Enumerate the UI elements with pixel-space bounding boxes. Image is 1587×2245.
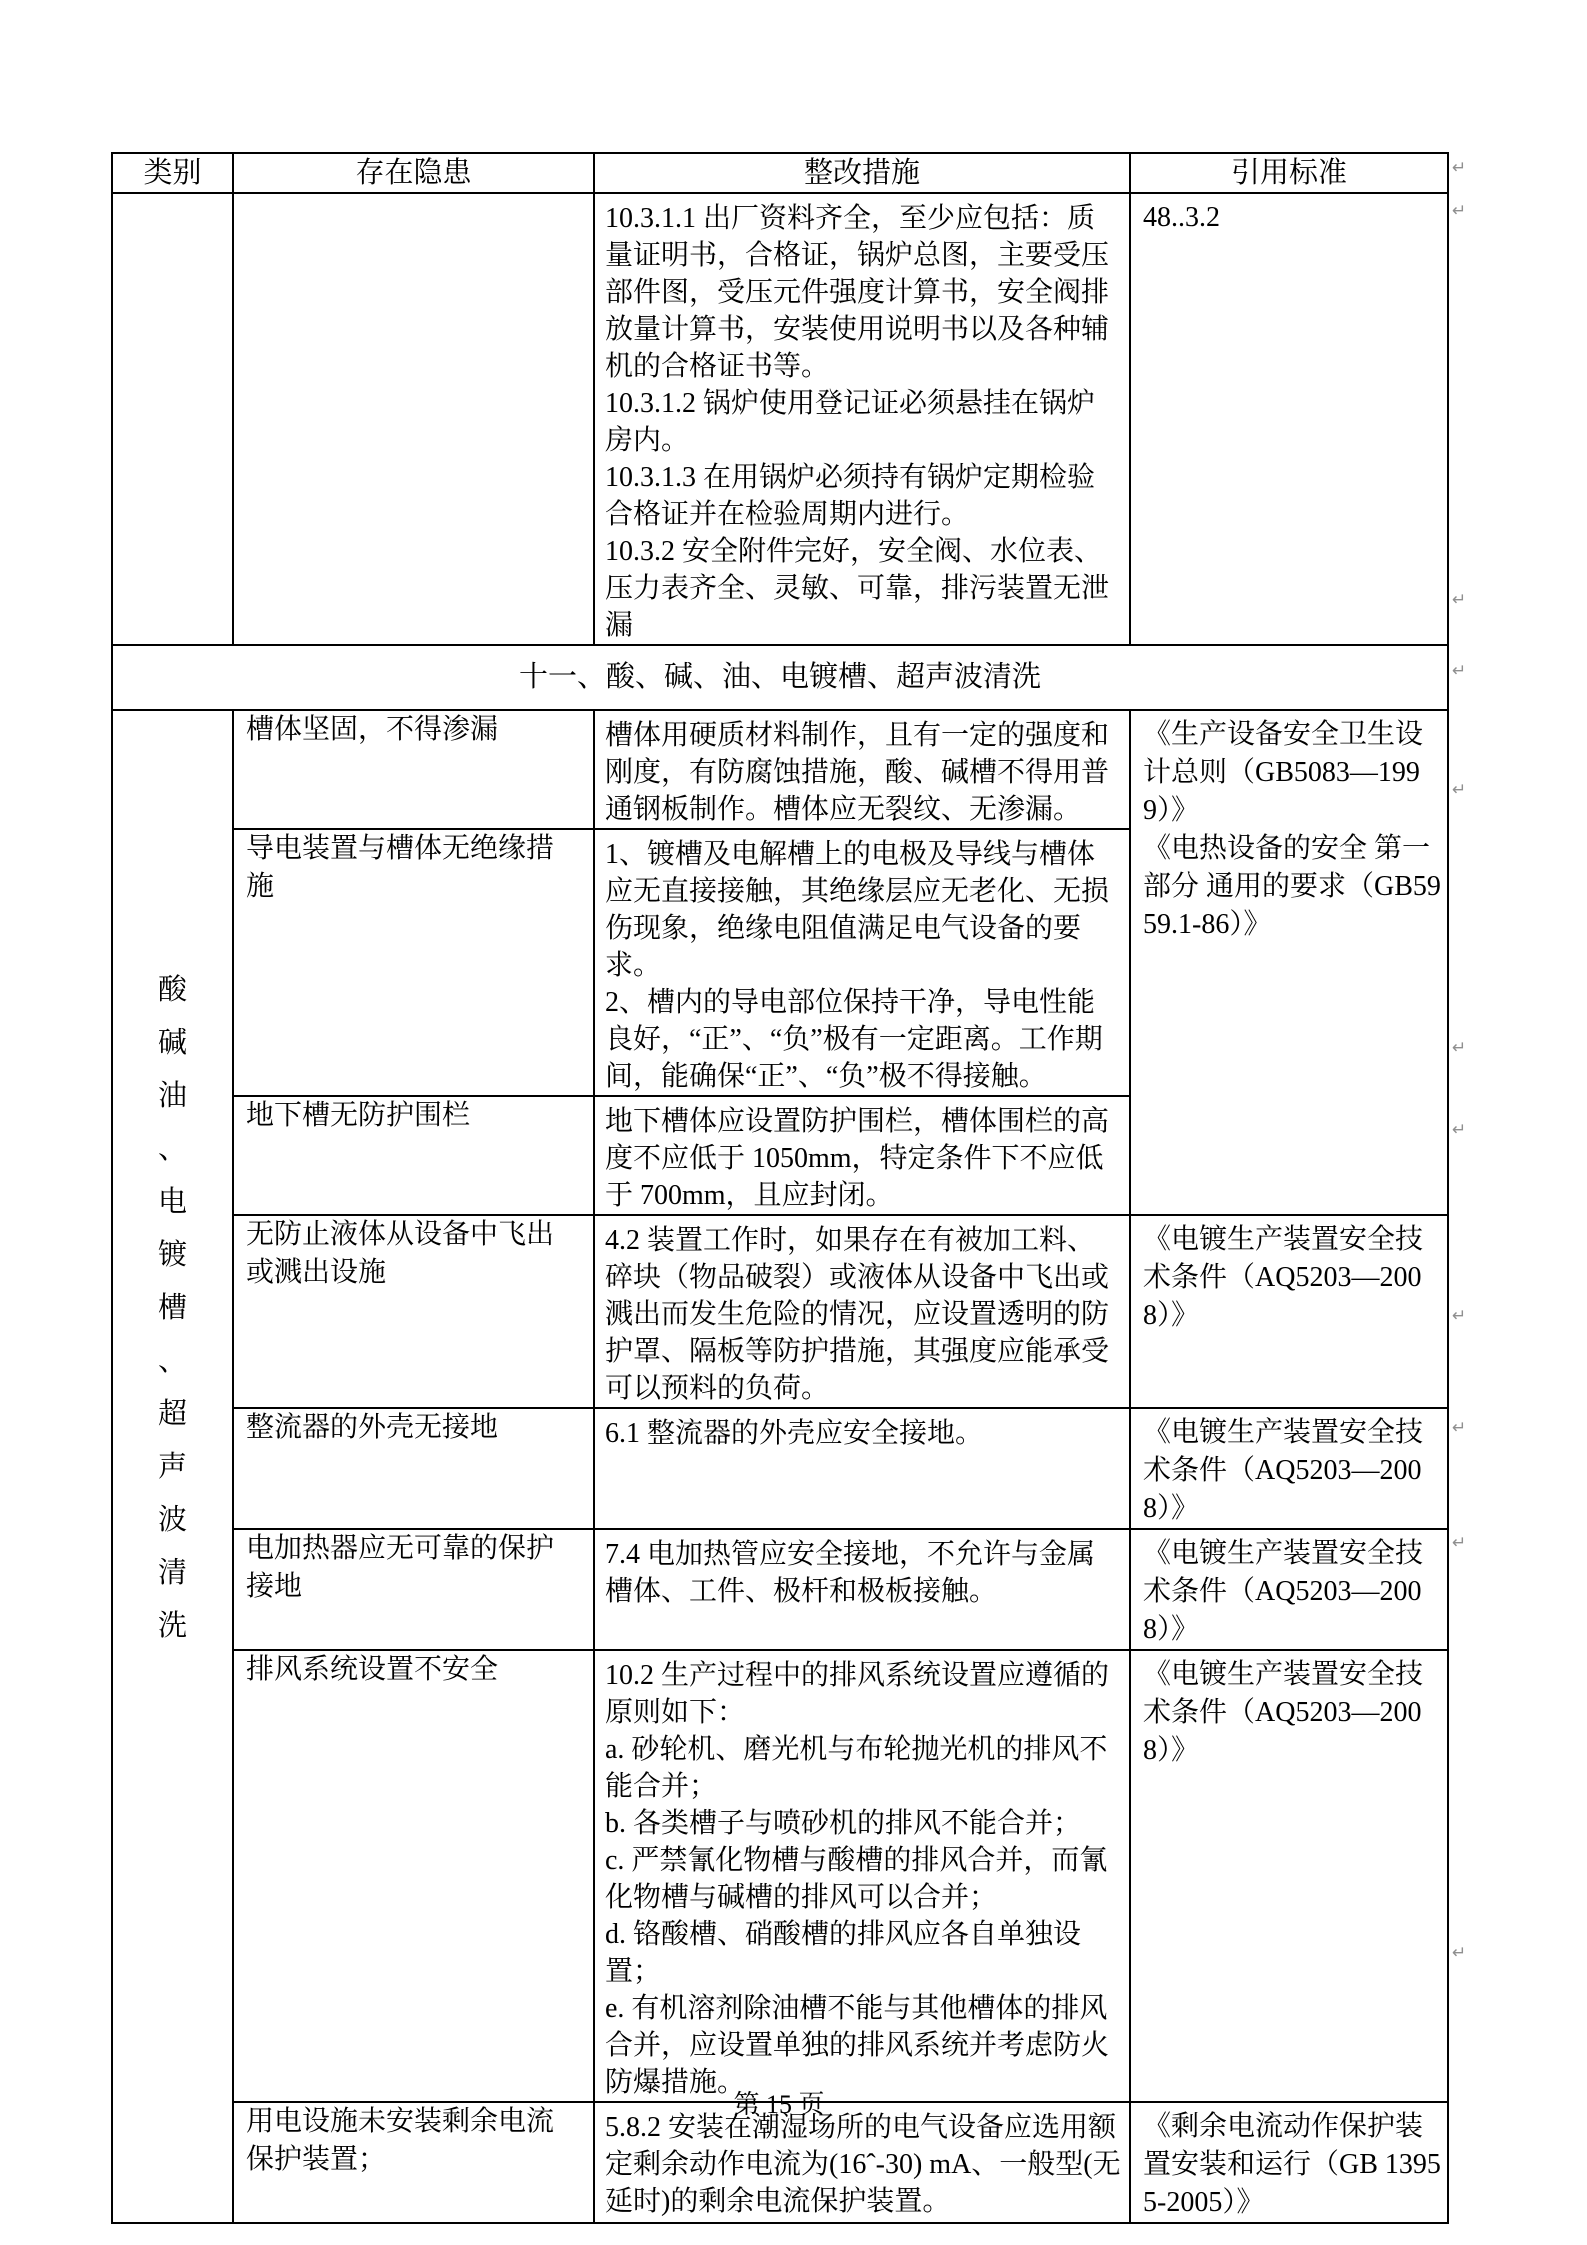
hazard-cell: 排风系统设置不安全 (233, 1650, 594, 2102)
table-row (112, 1215, 1448, 1408)
boiler-hazard-cell (233, 193, 594, 645)
page-number: 第 15 页 (733, 2090, 825, 2119)
measure-paragraph: e. 有机溶剂除油槽不能与其他槽体的排风合并，应设置单独的排风系统并考虑防火防爆措施。 (605, 1993, 1110, 2098)
measure-cell (594, 829, 1130, 1096)
category-vertical-text (113, 964, 232, 1653)
standard-cell (1130, 1215, 1448, 1408)
measure-paragraph: a. 砂轮机、磨光机与布轮抛光机的排风不能合并； (605, 1734, 1108, 1802)
category-char: 镀 (157, 1239, 187, 1271)
col-header-category: 类别 (112, 153, 233, 193)
category-char: 酸 (157, 974, 187, 1006)
standard-paragraph: 《电镀生产装置安全技术条件（AQ5203—2008）》 (1143, 1659, 1424, 1766)
category-char: 清 (157, 1557, 187, 1589)
measure-paragraph: 6.1 整流器的外壳应安全接地。 (605, 1418, 984, 1449)
measure-paragraph: 1、镀槽及电解槽上的电极及导线与槽体应无直接接触，其绝缘层应无老化、无损伤现象，绝缘电阻值满足电气设备的要求。 (605, 839, 1110, 981)
hazard-cell: 用电设施未安装剩余电流保护装置； (233, 2102, 594, 2223)
measure-paragraph: 10.3.2 安全附件完好，安全阀、水位表、压力表齐全、灵敏、可靠，排污装置无泄漏 (605, 536, 1110, 641)
category-char: 声 (157, 1451, 187, 1483)
col-header-hazard: 存在隐患 (233, 153, 594, 193)
paragraph-mark-icon: ↵ (1452, 158, 1467, 178)
measure-paragraph: 2、槽内的导电部位保持干净，导电性能良好，“正”、“负”极有一定距离。工作期间，能确保“正”、“负”极不得接触。 (605, 987, 1103, 1092)
paragraph-mark-icon: ↵ (1452, 780, 1467, 800)
measure-cell (594, 1215, 1130, 1408)
category-cell (112, 710, 233, 2223)
category-char: 洗 (157, 1610, 187, 1642)
paragraph-mark-icon: ↵ (1452, 1533, 1467, 1553)
standard-paragraph: 《电热设备的安全 第一部分 通用的要求（GB5959.1-86）》 (1143, 833, 1441, 940)
paragraph-mark-icon: ↵ (1452, 1306, 1467, 1326)
hazard-cell: 整流器的外壳无接地 (233, 1408, 594, 1529)
paragraph-mark-icon: ↵ (1452, 590, 1467, 610)
measure-paragraph: d. 铬酸槽、硝酸槽的排风应各自单独设置； (605, 1919, 1082, 1987)
measure-paragraph: 5.8.2 安装在潮湿场所的电气设备应选用额定剩余动作电流为(16ˆ-30) mA、一般型(无延时)的剩余电流保护装置。 (605, 2112, 1121, 2217)
paragraph-mark-icon: ↵ (1452, 1943, 1467, 1963)
col-header-standards: 引用标准 (1130, 153, 1448, 193)
hazard-cell: 导电装置与槽体无绝缘措施 (233, 829, 594, 1096)
measure-paragraph: 7.4 电加热管应安全接地，不允许与金属槽体、工件、极杆和极板接触。 (605, 1539, 1096, 1607)
table-row-boiler (112, 193, 1448, 645)
measure-paragraph: 槽体用硬质材料制作，且有一定的强度和刚度，有防腐蚀措施，酸、碱槽不得用普通钢板制作。槽体应无裂纹、无渗漏。 (605, 720, 1110, 825)
standard-paragraph: 《生产设备安全卫生设计总则（GB5083—1999）》 (1143, 719, 1424, 826)
table-row (112, 1650, 1448, 2102)
section-band-row (112, 645, 1448, 710)
measure-paragraph: 10.3.1.3 在用锅炉必须持有锅炉定期检验合格证并在检验周期内进行。 (605, 462, 1096, 530)
col-header-measures: 整改措施 (594, 153, 1130, 193)
category-char: 波 (157, 1504, 187, 1536)
section-band-title: 十一、酸、碱、油、电镀槽、超声波清洗 (112, 645, 1448, 710)
boiler-standard-cell (1130, 193, 1448, 645)
standard-cell (1130, 710, 1448, 1215)
measure-cell (594, 1408, 1130, 1529)
measure-paragraph: b. 各类槽子与喷砂机的排风不能合并； (605, 1808, 1082, 1839)
hazard-cell: 槽体坚固，不得渗漏 (233, 710, 594, 829)
hazard-cell: 地下槽无防护围栏 (233, 1096, 594, 1215)
measure-paragraph: 10.3.1.2 锅炉使用登记证必须悬挂在锅炉房内。 (605, 388, 1096, 456)
standard-cell (1130, 1529, 1448, 1650)
category-char: 油 (157, 1080, 187, 1112)
table-row (112, 710, 1448, 829)
hazard-table (111, 152, 1449, 2224)
standard-paragraph: 48..3.2 (1143, 202, 1220, 233)
table-row (112, 1529, 1448, 1650)
standard-paragraph: 《电镀生产装置安全技术条件（AQ5203—2008）》 (1143, 1417, 1424, 1524)
hazard-cell: 电加热器应无可靠的保护接地 (233, 1529, 594, 1650)
standard-paragraph: 《电镀生产装置安全技术条件（AQ5203—2008）》 (1143, 1224, 1424, 1331)
measure-cell (594, 1650, 1130, 2102)
paragraph-mark-icon: ↵ (1452, 661, 1467, 681)
category-char: 、 (157, 1133, 187, 1165)
measure-paragraph: 4.2 装置工作时，如果存在有被加工料、碎块（物品破裂）或液体从设备中飞出或溅出而发生危险的情况，应设置透明的防护罩、隔板等防护措施，其强度应能承受可以预料的负荷。 (605, 1225, 1110, 1404)
category-char: 、 (157, 1345, 187, 1377)
category-char: 电 (157, 1186, 187, 1218)
table-row (112, 1408, 1448, 1529)
measure-paragraph: c. 严禁氰化物槽与酸槽的排风合并，而氰化物槽与碱槽的排风可以合并； (605, 1845, 1108, 1913)
boiler-measures-cell (594, 193, 1130, 645)
category-char: 碱 (157, 1027, 187, 1059)
paragraph-mark-icon: ↵ (1452, 1038, 1467, 1058)
standard-paragraph: 《剩余电流动作保护装置安装和运行（GB 13955-2005）》 (1143, 2111, 1441, 2218)
table-header-row (112, 153, 1448, 193)
category-char: 槽 (157, 1292, 187, 1324)
paragraph-mark-icon: ↵ (1452, 1418, 1467, 1438)
measure-paragraph: 地下槽体应设置防护围栏，槽体围栏的高度不应低于 1050mm，特定条件下不应低于 700mm，且应封闭。 (605, 1106, 1110, 1211)
standard-cell (1130, 1408, 1448, 1529)
boiler-category-cell (112, 193, 233, 645)
standard-cell (1130, 1650, 1448, 2102)
measure-cell (594, 710, 1130, 829)
hazard-cell: 无防止液体从设备中飞出或溅出设施 (233, 1215, 594, 1408)
measure-paragraph: 10.2 生产过程中的排风系统设置应遵循的原则如下： (605, 1660, 1110, 1728)
standard-paragraph: 《电镀生产装置安全技术条件（AQ5203—2008）》 (1143, 1538, 1424, 1645)
measure-cell (594, 1096, 1130, 1215)
measure-paragraph: 10.3.1.1 出厂资料齐全，至少应包括：质量证明书，合格证，锅炉总图，主要受压部件图，受压元件强度计算书，安全阀排放量计算书，安装使用说明书以及各种辅机的合格证书等。 (605, 203, 1110, 382)
measure-cell (594, 1529, 1130, 1650)
paragraph-mark-icon: ↵ (1452, 1120, 1467, 1140)
category-char: 超 (157, 1398, 187, 1430)
paragraph-mark-icon: ↵ (1452, 201, 1467, 221)
